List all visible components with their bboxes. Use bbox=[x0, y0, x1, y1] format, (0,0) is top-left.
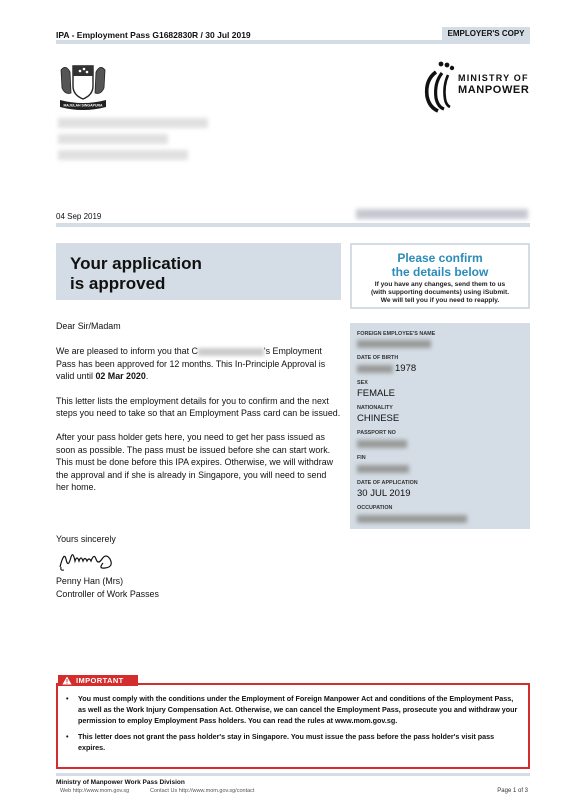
approval-heading-line2: is approved bbox=[70, 274, 166, 293]
footer-contact-link[interactable]: Contact Us http://www.mom.gov.sg/contact bbox=[150, 788, 255, 794]
nationality-label: NATIONALITY bbox=[357, 405, 393, 411]
footer-division-title: Ministry of Manpower Work Pass Division bbox=[56, 779, 185, 786]
important-tag bbox=[58, 675, 138, 686]
closing-text: Yours sincerely bbox=[56, 534, 116, 544]
redacted-passport-value bbox=[357, 440, 407, 448]
dob-year-value: 1978 bbox=[395, 363, 417, 374]
application-date-label: DATE OF APPLICATION bbox=[357, 480, 418, 486]
paragraph-approval-start: We are pleased to inform you that C bbox=[56, 346, 198, 357]
logo-text-line2: MANPOWER bbox=[458, 84, 530, 96]
important-tag-label: IMPORTANT bbox=[76, 676, 124, 685]
redacted-address bbox=[58, 118, 208, 172]
signer-name: Penny Han (Mrs) bbox=[56, 576, 124, 586]
paragraph-approval-end: . bbox=[145, 371, 149, 382]
signature-image bbox=[56, 545, 136, 573]
redacted-dob-day bbox=[357, 365, 393, 373]
occupation-label: OCCUPATION bbox=[357, 505, 393, 511]
salutation: Dear Sir/Madam bbox=[56, 321, 121, 331]
confirm-heading-line2: the details below bbox=[391, 265, 489, 279]
document-footer bbox=[56, 773, 530, 795]
singapore-crest-logo bbox=[56, 60, 110, 112]
important-item-stay: • This letter does not grant the pass holder's stay in Singapore. You must issue the pass before the pass holder's visit pass expires. bbox=[66, 731, 520, 753]
name-label: FOREIGN EMPLOYEE'S NAME bbox=[357, 331, 436, 337]
document-header-bar bbox=[56, 27, 530, 44]
approval-banner bbox=[56, 243, 341, 300]
redacted-occupation-value bbox=[357, 515, 467, 523]
paragraph-approval-middle: 's Employment Pass has been approved for 12 months. This In-Principle Approval is valid until bbox=[56, 346, 326, 382]
mom-emblem-icon bbox=[414, 58, 456, 114]
confirm-heading-line1: Please confirm bbox=[397, 251, 483, 265]
important-notice-box bbox=[56, 676, 530, 769]
important-item-compliance: • You must comply with the conditions under the Employment of Foreign Manpower Act and conditions of the Employment Pass, as well as the Work Injury Compensation Act. Otherwise, we can cancel the Employment Pass, prosecute you and withdraw your permission to employ Employment Pass holders. You can read the rules at www.mom.gov.sg. bbox=[66, 693, 520, 726]
fin-label: FIN bbox=[357, 455, 366, 461]
application-date-value: 30 JUL 2019 bbox=[357, 488, 411, 499]
approval-heading-line1: Your application bbox=[70, 254, 202, 273]
paragraph-approval bbox=[56, 345, 341, 382]
logo-text-line1: MINISTRY OF bbox=[458, 73, 529, 83]
sex-value: FEMALE bbox=[357, 388, 396, 399]
important-list bbox=[66, 693, 520, 758]
confirm-instruction-3: We will tell you if you need to reapply. bbox=[380, 297, 500, 304]
letter-body bbox=[56, 320, 341, 505]
page-number: Page 1 of 3 bbox=[497, 788, 528, 794]
employee-details-panel bbox=[350, 323, 530, 529]
redacted-tracking-number bbox=[356, 209, 528, 219]
footer-website-link[interactable]: Web http://www.mom.gov.sg bbox=[60, 788, 130, 794]
redacted-employee-name bbox=[198, 348, 264, 356]
confirm-instruction-1: If you have any changes, send them to us bbox=[374, 281, 506, 288]
ipa-expiry-date: 02 Mar 2020 bbox=[95, 371, 146, 382]
confirm-details-box bbox=[350, 243, 530, 309]
redacted-name-value bbox=[357, 340, 431, 348]
warning-icon bbox=[62, 676, 72, 685]
ministry-of-manpower-logo bbox=[414, 58, 534, 114]
passport-label: PASSPORT NO bbox=[357, 430, 396, 436]
pass-reference: IPA - Employment Pass G1682830R / 30 Jul 2019 bbox=[56, 30, 251, 40]
crest-motto: MAJULAH SINGAPURA bbox=[63, 103, 103, 108]
sex-label: SEX bbox=[357, 380, 368, 386]
paragraph-arrival: After your pass holder gets here, you need to get her pass issued as soon as possible. The pass must be issued before she can start work. This must be done before this IPA expires. Otherwise, we will withdraw the approval and if she is already in Singapore, you will need to send her home. bbox=[56, 432, 334, 493]
signer-title: Controller of Work Passes bbox=[56, 589, 159, 599]
redacted-fin-value bbox=[357, 465, 409, 473]
letter-date: 04 Sep 2019 bbox=[56, 212, 102, 221]
copy-type-badge: EMPLOYER'S COPY bbox=[442, 27, 530, 40]
paragraph-next-steps: This letter lists the employment details for you to confirm and the next steps you need to take so that an Employment Pass card can be issued. bbox=[56, 395, 341, 419]
nationality-value: CHINESE bbox=[357, 413, 400, 424]
header-divider bbox=[56, 223, 530, 227]
dob-label: DATE OF BIRTH bbox=[357, 355, 399, 361]
confirm-instruction-2: (with supporting documents) using iSubmit. bbox=[370, 289, 510, 296]
